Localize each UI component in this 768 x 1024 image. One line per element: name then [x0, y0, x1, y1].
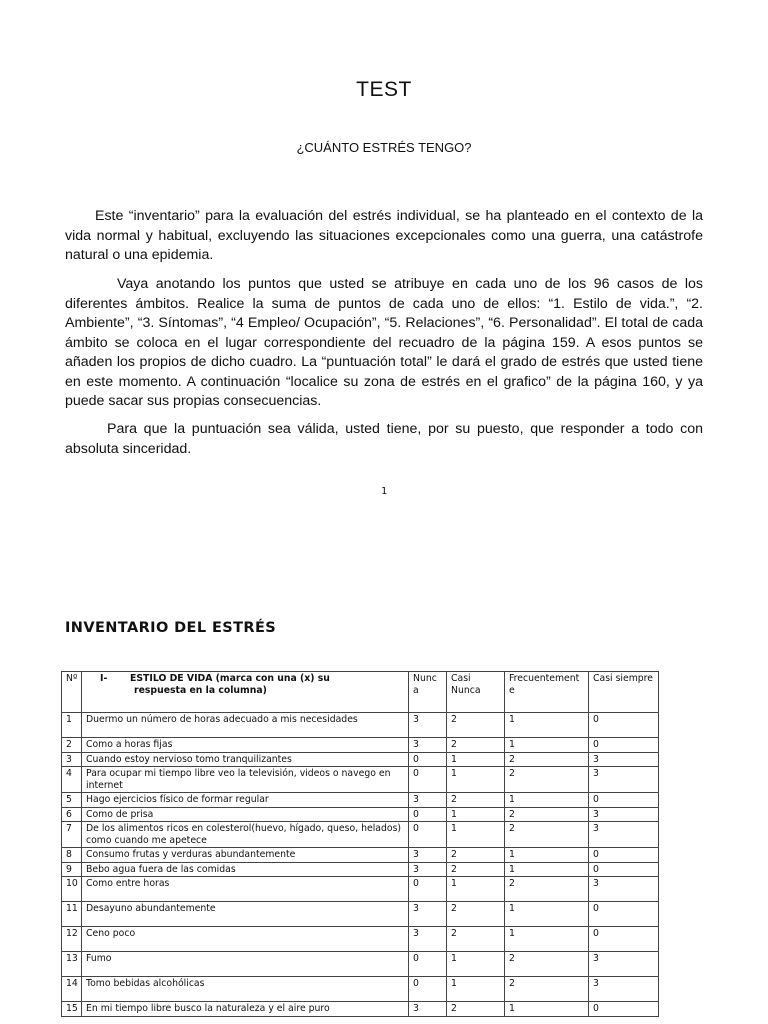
- table-row: [62, 713, 659, 738]
- row-number: 12: [62, 927, 82, 952]
- header-section-roman: I-: [100, 673, 108, 684]
- score-nunca[interactable]: 0: [409, 752, 447, 767]
- row-statement: Desayuno abundantemente: [82, 902, 409, 927]
- score-casi-nunca[interactable]: 1: [447, 877, 505, 902]
- score-frecuentemente[interactable]: 1: [505, 927, 589, 952]
- row-statement: Fumo: [82, 952, 409, 977]
- table-row: [62, 767, 659, 793]
- row-number: 2: [62, 738, 82, 753]
- header-title-line1: ESTILO DE VIDA (marca con una (x) su: [130, 673, 330, 684]
- row-number: 9: [62, 862, 82, 877]
- score-frecuentemente[interactable]: 2: [505, 822, 589, 848]
- section-heading: INVENTARIO DEL ESTRÉS: [65, 620, 277, 636]
- header-casi-siempre: Casi siempre: [589, 672, 659, 713]
- row-statement: Para ocupar mi tiempo libre veo la televisión, videos o navego en internet: [82, 767, 409, 793]
- score-frecuentemente[interactable]: 1: [505, 1002, 589, 1017]
- table-row: [62, 977, 659, 1002]
- header-section-title: [82, 672, 409, 713]
- score-casi-siempre[interactable]: 0: [589, 738, 659, 753]
- row-statement: Duermo un número de horas adecuado a mis necesidades: [82, 713, 409, 738]
- table-row: [62, 952, 659, 977]
- score-casi-siempre[interactable]: 3: [589, 877, 659, 902]
- score-frecuentemente[interactable]: 1: [505, 848, 589, 863]
- score-casi-nunca[interactable]: 2: [447, 713, 505, 738]
- row-number: 3: [62, 752, 82, 767]
- row-number: 8: [62, 848, 82, 863]
- row-number: 7: [62, 822, 82, 848]
- row-statement: Tomo bebidas alcohólicas: [82, 977, 409, 1002]
- table-row: [62, 807, 659, 822]
- score-casi-nunca[interactable]: 1: [447, 952, 505, 977]
- row-number: 15: [62, 1002, 82, 1017]
- score-nunca[interactable]: 3: [409, 1002, 447, 1017]
- table-row: [62, 752, 659, 767]
- score-frecuentemente[interactable]: 1: [505, 793, 589, 808]
- intro-paragraph-3: Para que la puntuación sea válida, usted tiene, por su puesto, que responder a todo con absoluta sinceridad.: [65, 421, 703, 457]
- score-casi-siempre[interactable]: 0: [589, 927, 659, 952]
- score-nunca[interactable]: 0: [409, 822, 447, 848]
- header-casi-nunca: Casi Nunca: [447, 672, 505, 713]
- score-casi-siempre[interactable]: 0: [589, 902, 659, 927]
- score-casi-siempre[interactable]: 0: [589, 862, 659, 877]
- table-row: [62, 738, 659, 753]
- score-casi-nunca[interactable]: 1: [447, 807, 505, 822]
- table-row: [62, 902, 659, 927]
- score-frecuentemente[interactable]: 2: [505, 877, 589, 902]
- score-casi-siempre[interactable]: 0: [589, 1002, 659, 1017]
- row-statement: Bebo agua fuera de las comidas: [82, 862, 409, 877]
- score-nunca[interactable]: 0: [409, 977, 447, 1002]
- score-frecuentemente[interactable]: 1: [505, 862, 589, 877]
- row-number: 14: [62, 977, 82, 1002]
- score-casi-siempre[interactable]: 0: [589, 713, 659, 738]
- table-row: [62, 1002, 659, 1017]
- score-casi-nunca[interactable]: 2: [447, 738, 505, 753]
- stress-inventory-table: [61, 671, 659, 1017]
- table-header-row: [62, 672, 659, 713]
- score-nunca[interactable]: 0: [409, 952, 447, 977]
- intro-paragraph-2: Vaya anotando los puntos que usted se atribuye en cada uno de los 96 casos de los diferentes ámbitos. Realice la suma de puntos de cada uno de ellos: “1. Estilo de vida.”, “2. Ambiente”, “3. Síntomas”, “4 Empleo/ Ocupación”, “5. Relaciones”, “6. Personalidad”. El total de cada ámbito se coloca en el lugar correspondiente del recuadro de la página 159. A esos puntos se añaden los propios de dicho cuadro. La “puntuación total” le dará el grado de estrés que usted tiene en este momento. A continuación “localice su zona de estrés en el grafico” de la página 160, y ya puede sacar sus propias consecuencias.: [65, 276, 703, 410]
- row-number: 10: [62, 877, 82, 902]
- score-casi-siempre[interactable]: 3: [589, 807, 659, 822]
- score-frecuentemente[interactable]: 1: [505, 738, 589, 753]
- intro-paragraph-1: Este “inventario” para la evaluación del estrés individual, se ha planteado en el contexto de la vida normal y habitual, excluyendo las situaciones excepcionales como una guerra, una catástrofe natural o una epidemia.: [65, 208, 703, 264]
- score-frecuentemente[interactable]: 1: [505, 902, 589, 927]
- score-casi-siempre[interactable]: 3: [589, 822, 659, 848]
- table-row: [62, 927, 659, 952]
- header-nunca: Nunca: [409, 672, 447, 713]
- score-casi-siempre[interactable]: 0: [589, 848, 659, 863]
- score-casi-nunca[interactable]: 2: [447, 848, 505, 863]
- score-nunca[interactable]: 3: [409, 738, 447, 753]
- header-frecuentemente: Frecuentemente: [505, 672, 589, 713]
- row-number: 6: [62, 807, 82, 822]
- score-nunca[interactable]: 3: [409, 793, 447, 808]
- score-nunca[interactable]: 3: [409, 713, 447, 738]
- score-casi-siempre[interactable]: 3: [589, 752, 659, 767]
- score-casi-nunca[interactable]: 1: [447, 752, 505, 767]
- score-nunca[interactable]: 3: [409, 848, 447, 863]
- score-casi-siempre[interactable]: 3: [589, 952, 659, 977]
- table-row: [62, 822, 659, 848]
- row-statement: Cuando estoy nervioso tomo tranquilizantes: [82, 752, 409, 767]
- score-nunca[interactable]: 3: [409, 862, 447, 877]
- score-casi-nunca[interactable]: 1: [447, 767, 505, 793]
- row-statement: Consumo frutas y verduras abundantemente: [82, 848, 409, 863]
- page-number: 1: [380, 486, 388, 497]
- row-number: 4: [62, 767, 82, 793]
- row-statement: Como a horas fijas: [82, 738, 409, 753]
- score-frecuentemente[interactable]: 2: [505, 977, 589, 1002]
- table-row: [62, 862, 659, 877]
- row-statement: Hago ejercicios físico de formar regular: [82, 793, 409, 808]
- row-number: 1: [62, 713, 82, 738]
- row-statement: De los alimentos ricos en colesterol(huevo, hígado, queso, helados) como cuando me apetece: [82, 822, 409, 848]
- score-frecuentemente[interactable]: 2: [505, 952, 589, 977]
- score-casi-nunca[interactable]: 1: [447, 822, 505, 848]
- score-frecuentemente[interactable]: 2: [505, 807, 589, 822]
- row-statement: Como entre horas: [82, 877, 409, 902]
- score-nunca[interactable]: 0: [409, 767, 447, 793]
- score-casi-siempre[interactable]: 3: [589, 767, 659, 793]
- page-title: TEST: [356, 78, 412, 101]
- score-nunca[interactable]: 0: [409, 877, 447, 902]
- score-casi-siempre[interactable]: 0: [589, 793, 659, 808]
- score-frecuentemente[interactable]: 1: [505, 713, 589, 738]
- page-subtitle: ¿CUÁNTO ESTRÉS TENGO?: [296, 140, 472, 155]
- score-nunca[interactable]: 3: [409, 902, 447, 927]
- row-number: 5: [62, 793, 82, 808]
- score-casi-nunca[interactable]: 2: [447, 862, 505, 877]
- row-statement: Ceno poco: [82, 927, 409, 952]
- table-row: [62, 793, 659, 808]
- table-row: [62, 848, 659, 863]
- score-casi-nunca[interactable]: 1: [447, 977, 505, 1002]
- row-number: 13: [62, 952, 82, 977]
- score-frecuentemente[interactable]: 2: [505, 767, 589, 793]
- row-statement: Como de prisa: [82, 807, 409, 822]
- score-casi-nunca[interactable]: 2: [447, 793, 505, 808]
- score-casi-nunca[interactable]: 2: [447, 902, 505, 927]
- score-casi-nunca[interactable]: 2: [447, 927, 505, 952]
- header-number: Nº: [62, 672, 82, 713]
- header-title-line2: respuesta en la columna): [134, 684, 267, 696]
- table-row: [62, 877, 659, 902]
- score-casi-siempre[interactable]: 3: [589, 977, 659, 1002]
- row-statement: En mi tiempo libre busco la naturaleza y el aire puro: [82, 1002, 409, 1017]
- row-number: 11: [62, 902, 82, 927]
- score-nunca[interactable]: 3: [409, 927, 447, 952]
- score-casi-nunca[interactable]: 2: [447, 1002, 505, 1017]
- score-frecuentemente[interactable]: 2: [505, 752, 589, 767]
- score-nunca[interactable]: 0: [409, 807, 447, 822]
